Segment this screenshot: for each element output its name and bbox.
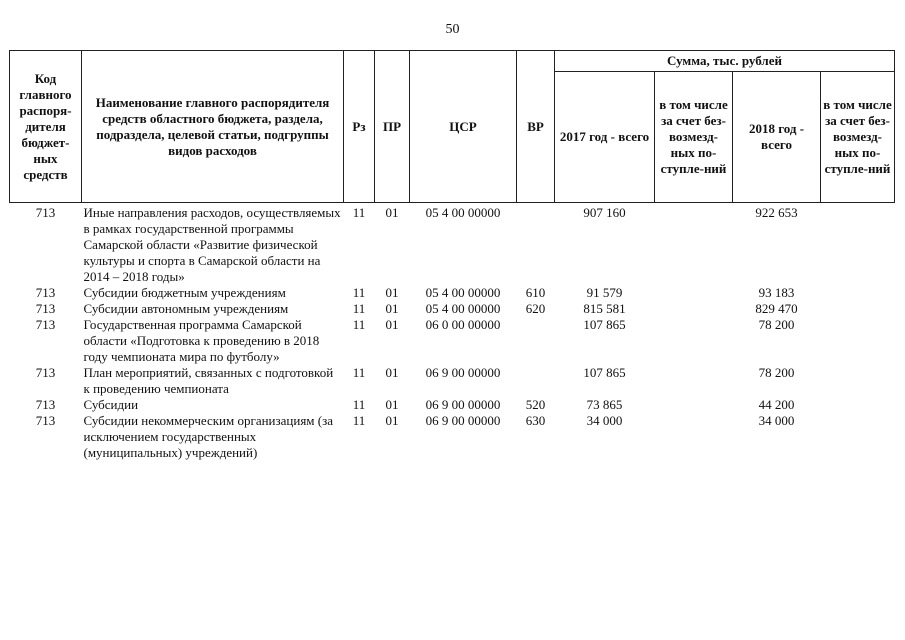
header-vr: ВР bbox=[517, 51, 555, 203]
cell-2017-total: 91 579 bbox=[586, 285, 623, 300]
cell-name: Иные направления расходов, осуществляемых в рамках государственной программы Самарской области «Развитие физической культуры и спорта в Самарской области на 2014 – 2018 годы» bbox=[83, 205, 341, 284]
cell-rz: 11 bbox=[352, 205, 366, 220]
header-2018-free: в том числе за счет без-возмезд-ных по-ступле-ний bbox=[821, 72, 895, 203]
cell-name: План мероприятий, связанных с подготовкой к проведению чемпионата bbox=[83, 365, 334, 396]
table-row bbox=[10, 317, 895, 365]
cell-name: Государственная программа Самарской области «Подготовка к проведению в 2018 году чемпионата мира по футболу» bbox=[83, 317, 320, 364]
cell-2018-free bbox=[821, 397, 895, 413]
budget-table bbox=[9, 50, 895, 461]
cell-2017-free bbox=[655, 301, 733, 317]
cell-2017-total: 34 000 bbox=[586, 413, 623, 428]
table-row bbox=[10, 285, 895, 301]
cell-code: 713 bbox=[35, 285, 56, 300]
table-row bbox=[10, 301, 895, 317]
table-body bbox=[10, 203, 895, 462]
cell-2018-free bbox=[821, 413, 895, 461]
cell-2018-total: 34 000 bbox=[758, 413, 795, 428]
cell-2017-free bbox=[655, 203, 733, 286]
cell-code: 713 bbox=[35, 397, 56, 412]
cell-csr: 05 4 00 00000 bbox=[425, 205, 501, 220]
cell-2017-total: 107 865 bbox=[583, 365, 626, 380]
page-number: 50 bbox=[445, 22, 460, 37]
cell-csr: 06 9 00 00000 bbox=[425, 365, 501, 380]
cell-csr: 06 9 00 00000 bbox=[425, 397, 501, 412]
cell-vr bbox=[517, 317, 555, 365]
table-row bbox=[10, 413, 895, 461]
cell-2017-free bbox=[655, 397, 733, 413]
cell-2018-free bbox=[821, 301, 895, 317]
cell-pr: 01 bbox=[385, 285, 399, 300]
cell-pr: 01 bbox=[385, 301, 399, 316]
cell-name: Субсидии некоммерческим организациям (за исключением государственных (муниципальных) учреждений) bbox=[83, 413, 334, 460]
cell-2018-total: 93 183 bbox=[758, 285, 795, 300]
cell-pr: 01 bbox=[385, 397, 399, 412]
cell-2017-total: 73 865 bbox=[586, 397, 623, 412]
header-2017-free: в том числе за счет без-возмезд-ных по-ступле-ний bbox=[655, 72, 733, 203]
cell-vr bbox=[517, 365, 555, 397]
cell-code: 713 bbox=[35, 301, 56, 316]
cell-vr: 610 bbox=[525, 285, 546, 300]
cell-2017-total: 107 865 bbox=[583, 317, 626, 332]
header-name: Наименование главного распорядителя средств областного бюджета, раздела, подраздела, целевой статьи, подгруппы видов расходов bbox=[82, 51, 344, 203]
cell-pr: 01 bbox=[385, 413, 399, 428]
cell-2018-free bbox=[821, 365, 895, 397]
cell-2017-free bbox=[655, 365, 733, 397]
cell-name: Субсидии bbox=[83, 397, 139, 412]
cell-rz: 11 bbox=[352, 365, 366, 380]
cell-vr: 520 bbox=[525, 397, 546, 412]
cell-2017-total: 815 581 bbox=[583, 301, 626, 316]
cell-2018-total: 922 653 bbox=[755, 205, 798, 220]
cell-rz: 11 bbox=[352, 397, 366, 412]
cell-2018-total: 78 200 bbox=[758, 365, 795, 380]
table-row bbox=[10, 397, 895, 413]
cell-pr: 01 bbox=[385, 365, 399, 380]
header-code: Код главного распоря-дителя бюджет-ных средств bbox=[10, 51, 82, 203]
cell-rz: 11 bbox=[352, 317, 366, 332]
table-row bbox=[10, 203, 895, 286]
cell-pr: 01 bbox=[385, 317, 399, 332]
cell-2017-total: 907 160 bbox=[583, 205, 626, 220]
cell-csr: 05 4 00 00000 bbox=[425, 301, 501, 316]
cell-name: Субсидии автономным учреждениям bbox=[83, 301, 289, 316]
cell-pr: 01 bbox=[385, 205, 399, 220]
cell-vr bbox=[517, 203, 555, 286]
cell-vr: 620 bbox=[525, 301, 546, 316]
header-sum: Сумма, тыс. рублей bbox=[555, 51, 895, 72]
cell-rz: 11 bbox=[352, 285, 366, 300]
header-pr: ПР bbox=[375, 51, 410, 203]
header-2018-total: 2018 год - всего bbox=[733, 72, 821, 203]
cell-vr: 630 bbox=[525, 413, 546, 428]
cell-csr: 05 4 00 00000 bbox=[425, 285, 501, 300]
cell-2018-free bbox=[821, 317, 895, 365]
cell-csr: 06 9 00 00000 bbox=[425, 413, 501, 428]
cell-2018-total: 78 200 bbox=[758, 317, 795, 332]
cell-code: 713 bbox=[35, 205, 56, 220]
header-2017-total: 2017 год - всего bbox=[555, 72, 655, 203]
cell-2017-free bbox=[655, 285, 733, 301]
cell-name: Субсидии бюджетным учреждениям bbox=[83, 285, 286, 300]
cell-2018-free bbox=[821, 203, 895, 286]
cell-csr: 06 0 00 00000 bbox=[425, 317, 501, 332]
cell-code: 713 bbox=[35, 365, 56, 380]
header-csr: ЦСР bbox=[410, 51, 517, 203]
table-row bbox=[10, 365, 895, 397]
cell-2018-total: 829 470 bbox=[755, 301, 798, 316]
cell-rz: 11 bbox=[352, 413, 366, 428]
cell-2017-free bbox=[655, 317, 733, 365]
cell-code: 713 bbox=[35, 413, 56, 428]
cell-2018-free bbox=[821, 285, 895, 301]
header-rz: Рз bbox=[344, 51, 375, 203]
cell-2017-free bbox=[655, 413, 733, 461]
cell-2018-total: 44 200 bbox=[758, 397, 795, 412]
cell-rz: 11 bbox=[352, 301, 366, 316]
cell-code: 713 bbox=[35, 317, 56, 332]
